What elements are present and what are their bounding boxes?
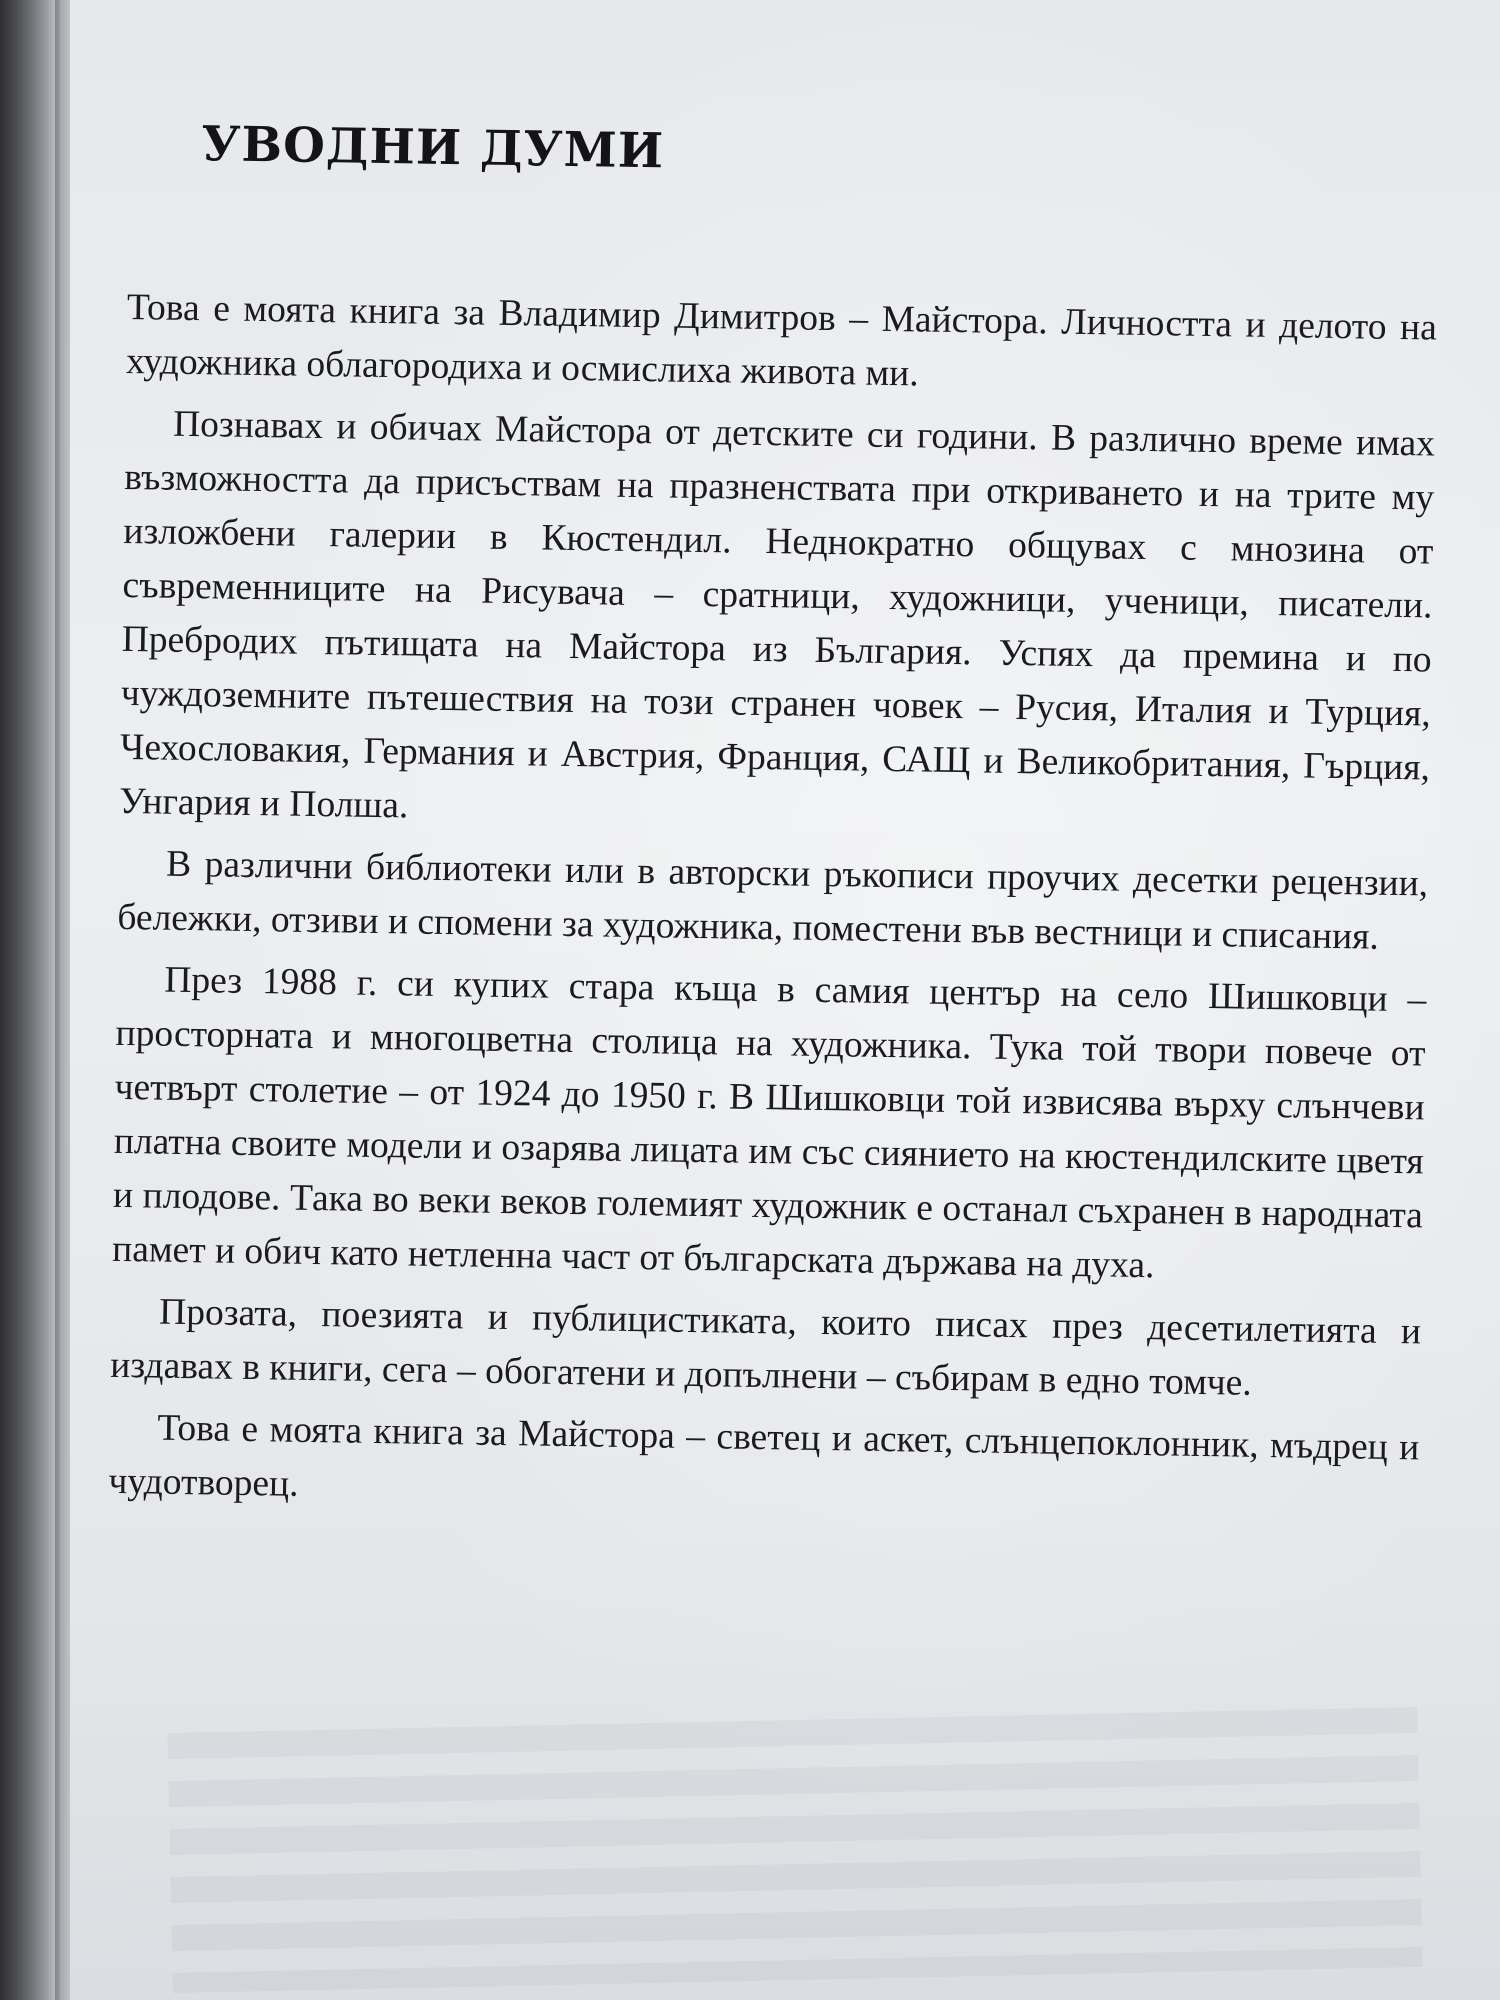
page-content	[108, 115, 1440, 1537]
paragraph-6: Това е моята книга за Майстора – светец и аскет, слънцепоклонник, мъдрец и чудотворец.	[108, 1407, 1420, 1505]
paragraph-2: Познавах и обичах Майстора от детските си години. В различно време имах възможността да присъствам на празненствата при откриването и на трите му изложбени галерии в Кюстендил. Неднократно общувах с мнозина от съвременниците на Рисувача – сратници, художници, ученици, писатели. Пребродих пътищата на Майстора из България. Успях да премина и по чуждоземните пътешествия на този странен човек – Русия, Италия и Турция, Чехословакия, Германия и Австрия, Франция, САЩ и Великобритания, Гърция, Унгария и Полша.	[118, 403, 1436, 827]
previous-page-edge	[0, 0, 60, 2000]
book-page	[70, 0, 1500, 2000]
chapter-title: УВОДНИ ДУМИ	[201, 116, 665, 180]
paragraph-1: Това е моята книга за Владимир Димитров – Майстора. Личността и делото на художника облагородиха и осмислиха живота ми.	[125, 286, 1438, 395]
paragraph-3: В различни библиотеки или в авторски ръкописи проучих десетки рецензии, бележки, отзиви и спомени за художника, поместени във вестници и списания.	[117, 843, 1429, 958]
paragraph-5: Прозата, поезията и публицистиката, които писах през десетилетията и издавах в книги, сега – обогатени и допълнени – събирам в едно томче.	[110, 1291, 1422, 1404]
bleed-through-text-shadow	[167, 1707, 1422, 1993]
paragraph-4: През 1988 г. си купих стара къща в самия център на село Шишковци – просторната и многоцветна столица на художника. Тука той твори повече от четвърт столетие – от 1924 до 1950 г. В Шишковци той извисява върху слънчеви платна своите модели и озарява лицата им със сиянието на кюстендилските цветя и плодове. Така во веки веков големият художник е останал съхранен в народната памет и обич като нетленна част от българската държава на духа.	[111, 959, 1427, 1287]
